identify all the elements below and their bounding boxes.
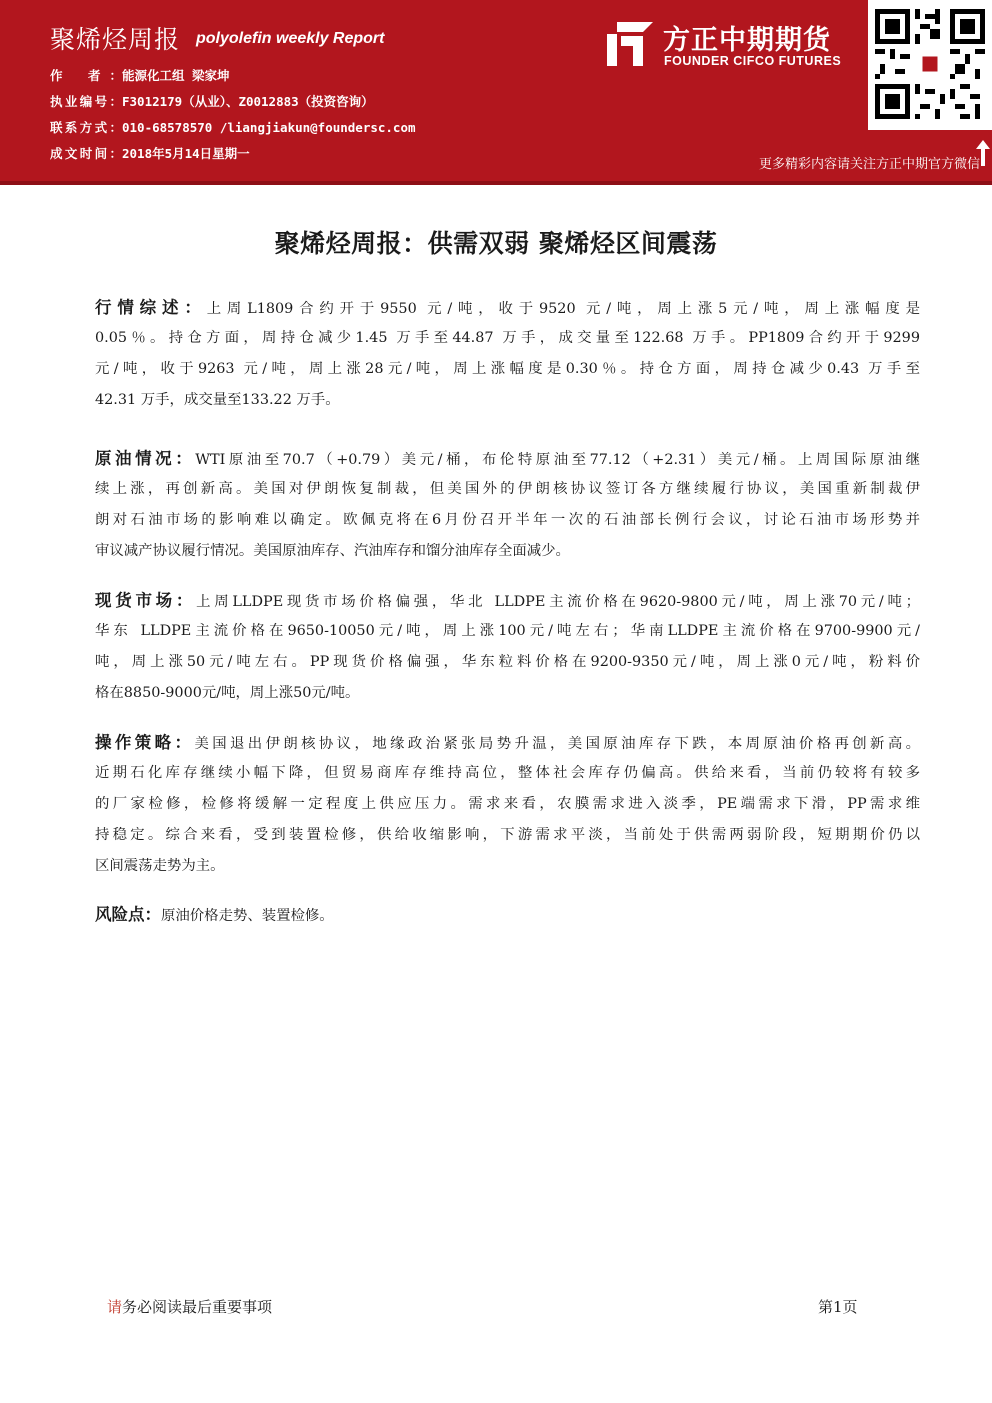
meta-date-label: 成文时间： <box>50 146 122 161</box>
meta-author-label: 作 者： <box>50 68 122 83</box>
paragraph-line: 朗对石油市场的影响难以确定。欧佩克将在6月份召开半年一次的石油部长例行会议，讨论石油市场形势并 <box>95 512 920 528</box>
paragraph-line: 持稳定。综合来看，受到装置检修，供给收缩影响，下游需求平淡，当前处于供需两弱阶段，短期期价仍以 <box>95 827 920 843</box>
logo-english-name: FOUNDER CIFCO FUTURES <box>664 54 842 68</box>
meta-author-value: 能源化工组 梁家坤 <box>122 68 230 83</box>
meta-contact-label: 联系方式： <box>50 120 122 135</box>
paragraph-line: 元/吨，收于9263 元/吨，周上涨28元/吨，周上涨幅度是0.30％。持仓方面，周持仓减少0.43 万手至 <box>95 361 920 377</box>
paragraph-line: 续上涨，再创新高。美国对伊朗恢复制裁，但美国外的伊朗核协议签订各方继续履行协议，美国重新制裁伊 <box>95 481 920 497</box>
paragraph-line: 行情综述：上周L1809合约开于9550 元/吨，收于9520 元/吨，周上涨5元/吨，周上涨幅度是 <box>95 298 921 317</box>
section-crude-oil <box>95 443 920 567</box>
paragraph-line: 近期石化库存继续小幅下降，但贸易商库存维持高位，整体社会库存仍偏高。供给来看，当前仍较将有较多 <box>95 765 920 781</box>
footer-notice: 请务必阅读最后重要事项 <box>107 1298 273 1316</box>
qr-code-icon <box>875 5 985 123</box>
section-label: 行情综述： <box>95 298 207 317</box>
paragraph-line: 原油情况：WTI原油至70.7（+0.79）美元/桶，布伦特原油至77.12（+2.31）美元/桶。上周国际原油继 <box>95 449 921 468</box>
paragraph-line: 区间震荡走势为主。 <box>95 858 225 874</box>
follow-wechat-text: 更多精彩内容请关注方正中期官方微信 <box>758 157 980 172</box>
meta-date <box>50 144 250 164</box>
paragraph-line: 华东 LLDPE主流价格在9650-10050元/吨，周上涨100元/吨左右；华南LLDPE主流价格在9700-9900元/ <box>95 623 920 639</box>
meta-contact-value[interactable]: 010-68578570 /liangjiakun@foundersc.com <box>122 120 416 135</box>
paragraph-line: 现货市场：上周LLDPE现货市场价格偏强，华北 LLDPE主流价格在9620-9800元/吨，周上涨70元/吨； <box>95 591 921 610</box>
wechat-qr-code <box>868 0 992 130</box>
series-subtitle: polyolefin weekly Report <box>196 30 385 47</box>
arrow-up-icon <box>976 140 990 166</box>
paragraph-line: 格在8850-9000元/吨，周上涨50元/吨。 <box>95 685 360 701</box>
section-label: 现货市场： <box>95 591 197 610</box>
header-bottom-rule <box>0 181 992 185</box>
meta-contact <box>50 118 416 138</box>
company-logo <box>607 18 862 74</box>
meta-license-label: 执业编号： <box>50 94 122 109</box>
section-strategy <box>95 727 920 882</box>
meta-date-value: 2018年5月14日星期一 <box>122 146 250 161</box>
meta-license-value: F3012179（从业）、Z0012883（投资咨询） <box>122 94 374 109</box>
logo-chinese-name: 方正中期期货 <box>663 25 831 56</box>
paragraph-line: 吨，周上涨50元/吨左右。PP现货价格偏强，华东粒料价格在9200-9350元/吨，周上涨0元/吨，粉料价 <box>95 654 920 670</box>
paragraph-line: 风险点：原油价格走势、装置检修。 <box>95 905 334 924</box>
document-title: 聚烯烃周报：供需双弱 聚烯烃区间震荡 <box>274 229 718 258</box>
paragraph-line: 42.31 万手，成交量至133.22 万手。 <box>95 392 340 408</box>
section-label: 操作策略： <box>95 733 195 752</box>
meta-license <box>50 92 374 112</box>
paragraph-line: 0.05％。持仓方面，周持仓减少1.45 万手至44.87 万手，成交量至122.68 万手。PP1809合约开于9299 <box>95 330 920 346</box>
section-spot-market <box>95 585 920 709</box>
meta-author <box>50 66 230 86</box>
section-risk <box>95 899 920 930</box>
section-label: 原油情况： <box>95 449 196 468</box>
series-title: 聚烯烃周报 <box>50 25 181 54</box>
paragraph-line: 操作策略：美国退出伊朗核协议，地缘政治紧张局势升温，美国原油库存下跌，本周原油价格再创新高。 <box>95 733 920 752</box>
page-number: 第1页 <box>818 1298 858 1316</box>
paragraph-line: 的厂家检修，检修将缓解一定程度上供应压力。需求来看，农膜需求进入淡季，PE端需求下滑，PP需求维 <box>95 796 920 812</box>
founder-logo-icon <box>607 22 653 66</box>
section-label: 风险点： <box>95 905 161 924</box>
paragraph-line: 审议减产协议履行情况。美国原油库存、汽油库存和馏分油库存全面减少。 <box>95 543 570 559</box>
section-market-summary <box>95 292 920 416</box>
